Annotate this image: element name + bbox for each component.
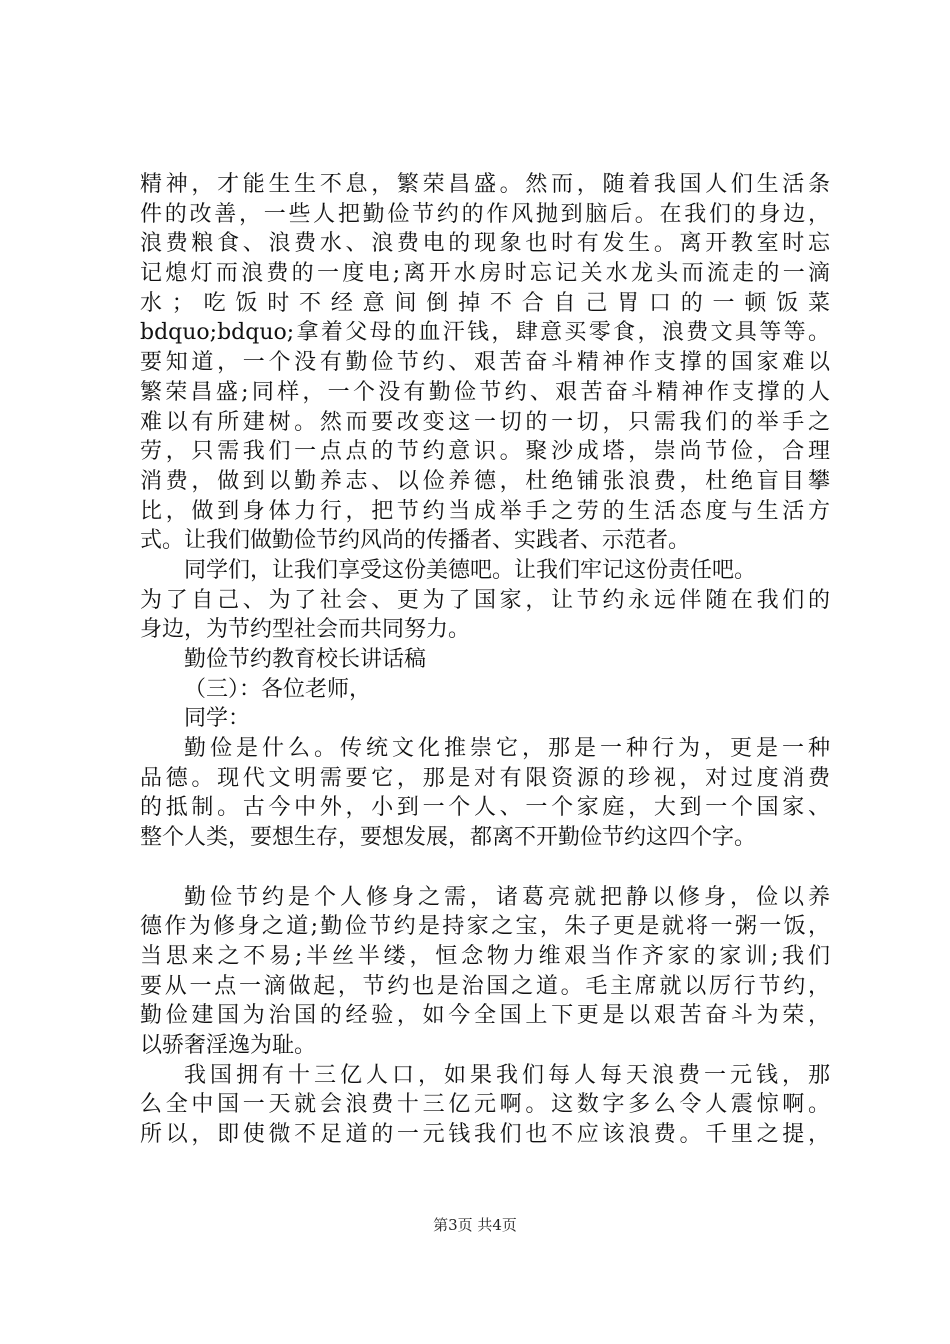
text-line: 消费，做到以勤养志、以俭养德，杜绝铺张浪费，杜绝盲目攀: [140, 468, 830, 494]
text-line: 整个人类，要想生存，要想发展，都离不开勤俭节约这四个字。: [140, 825, 757, 851]
text-line: 我国拥有十三亿人口，如果我们每人每天浪费一元钱，那: [184, 1062, 830, 1088]
text-line: bdquo;bdquo;拿着父母的血汗钱，肆意买零食，浪费文具等等。: [140, 320, 830, 346]
text-line: 精神，才能生生不息，繁荣昌盛。然而，随着我国人们生活条: [140, 172, 830, 197]
text-line: 身边，为节约型社会而共同努力。: [140, 617, 471, 643]
text-line: 品德。现代文明需要它，那是对有限资源的珍视，对过度消费: [140, 765, 830, 791]
text-line: 的抵制。古今中外，小到一个人、一个家庭，大到一个国家、: [140, 795, 830, 821]
text-line: 么全中国一天就会浪费十三亿元啊。这数字多么令人震惊啊。: [140, 1092, 830, 1118]
text-line: 为了自己、为了社会、更为了国家，让节约永远伴随在我们的: [140, 587, 830, 613]
text-line: 水；吃饭时不经意间倒掉不合自己胃口的一顿饭菜: [140, 290, 830, 316]
text-line: 要知道，一个没有勤俭节约、艰苦奋斗精神作支撑的国家难以: [140, 350, 830, 376]
text-line: 记熄灯而浪费的一度电;离开水房时忘记关水龙头而流走的一滴: [140, 261, 830, 287]
text-line: 勤俭是什么。传统文化推崇它，那是一种行为，更是一种: [184, 736, 830, 762]
blank-line: [140, 853, 830, 883]
text-line: 同学：: [184, 706, 251, 732]
text-line: 浪费粮食、浪费水、浪费电的现象也时有发生。离开教室时忘: [140, 231, 830, 257]
text-line: 所以，即使微不足道的一元钱我们也不应该浪费。千里之提，: [140, 1122, 830, 1147]
page-footer: 第3页 共4页: [433, 1216, 517, 1234]
text-line: 要从一点一滴做起，节约也是治国之道。毛主席就以厉行节约，: [140, 973, 830, 999]
text-line: 件的改善，一些人把勤俭节约的作风抛到脑后。在我们的身边，: [140, 201, 830, 227]
text-line: 繁荣昌盛;同样，一个没有勤俭节约、艰苦奋斗精神作支撑的人: [140, 379, 830, 405]
text-line: 勤俭节约教育校长讲话稿: [184, 647, 427, 672]
text-line: 劳，只需我们一点点的节约意识。聚沙成塔，崇尚节俭，合理: [140, 439, 830, 465]
body-text: [140, 170, 830, 1150]
text-line: 难以有所建树。然而要改变这一切的一切，只需我们的举手之: [140, 409, 830, 435]
text-line: 德作为修身之道;勤俭节约是持家之宝，朱子更是就将一粥一饭，: [140, 914, 830, 940]
text-line: 式。让我们做勤俭节约风尚的传播者、实践者、示范者。: [140, 528, 691, 554]
text-line: 比，做到身体力行，把节约当成举手之劳的生活态度与生活方: [140, 498, 830, 524]
text-line: 勤俭建国为治国的经验，如今全国上下更是以艰苦奋斗为荣，: [140, 1003, 830, 1029]
text-line: （三）：各位老师，: [184, 676, 372, 702]
text-line: 当思来之不易;半丝半缕，恒念物力维艰当作齐家的家训;我们: [140, 943, 830, 969]
text-line: 勤俭节约是个人修身之需，诸葛亮就把静以修身，俭以养: [184, 884, 830, 910]
text-line: 以骄奢淫逸为耻。: [140, 1032, 317, 1058]
text-line: 同学们，让我们享受这份美德吧。让我们牢记这份责任吧。: [184, 557, 757, 583]
